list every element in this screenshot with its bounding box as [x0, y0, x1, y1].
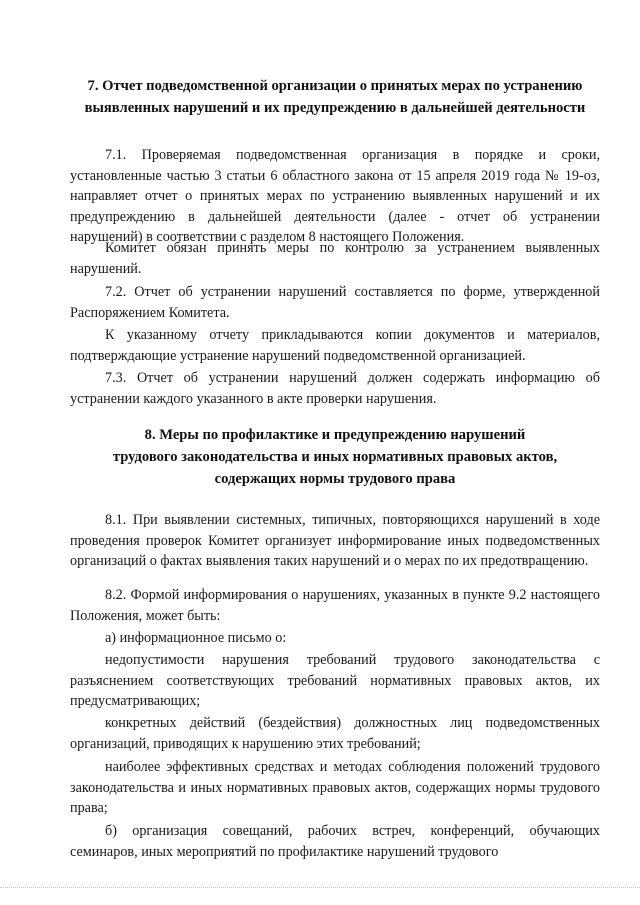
paragraph-item-b: б) организация совещаний, рабочих встреч, конференций, обучающих семинаров, иных мероприятий по профилактике нарушений трудового	[70, 823, 600, 860]
paragraph-8-2: 8.2. Формой информирования о нарушениях, указанных в пункте 9.2 настоящего Положения, может быть:	[70, 587, 600, 624]
section-8-heading-line-2: трудового законодательства и иных нормативных правовых актов,	[112, 449, 558, 465]
section-8-heading-line-3: содержащих нормы трудового права	[214, 471, 456, 487]
section-7-heading-line-1: 7. Отчет подведомственной организации о принятых мерах по устранению	[87, 78, 583, 94]
paragraph-7-1: 7.1. Проверяемая подведомственная организация в порядке и сроки, установленные частью 3 статьи 6 областного закона от 15 апреля 2019 года № 19-оз, направляет отчет о принятых мерах по устранению выявленных нарушений и их предупреждению в дальнейшей деятельности (далее - отчет об устранении нарушений) в соответствии с разделом 8 настоящего Положения.	[70, 147, 600, 245]
paragraph-inadmissibility: недопустимости нарушения требований трудового законодательства с разъяснением соответствующих требований нормативных правовых актов, их предусматривающих;	[70, 652, 600, 709]
paragraph-committee-control: Комитет обязан принять меры по контролю за устранением выявленных нарушений.	[70, 240, 600, 277]
scan-bottom-edge	[0, 887, 640, 888]
section-7-heading	[70, 75, 600, 119]
paragraph-7-3: 7.3. Отчет об устранении нарушений должен содержать информацию об устранении каждого указанного в акте проверки нарушения.	[70, 370, 600, 407]
section-8-heading-line-1: 8. Меры по профилактике и предупреждению нарушений	[144, 427, 526, 443]
section-7-heading-line-2: выявленных нарушений и их предупреждению в дальнейшей деятельности	[84, 100, 586, 116]
paragraph-effective-means: наиболее эффективных средствах и методах соблюдения положений трудового законодательства и иных нормативных правовых актов, содержащих нормы трудового права;	[70, 759, 600, 816]
section-8-heading	[70, 424, 600, 490]
paragraph-8-1: 8.1. При выявлении системных, типичных, повторяющихся нарушений в ходе проведения проверок Комитет организует информирование иных подведомственных организаций о фактах выявления таких нарушений и о мерах по их предотвращению.	[70, 512, 600, 569]
paragraph-7-2: 7.2. Отчет об устранении нарушений составляется по форме, утвержденной Распоряжением Комитета.	[70, 284, 600, 321]
paragraph-specific-actions: конкретных действий (бездействия) должностных лиц подведомственных организаций, приводящих к нарушению этих требований;	[70, 715, 600, 752]
paragraph-item-a: а) информационное письмо о:	[105, 630, 287, 646]
paragraph-report-attachments: К указанному отчету прикладываются копии документов и материалов, подтверждающие устранение нарушений подведомственной организацией.	[70, 327, 600, 364]
